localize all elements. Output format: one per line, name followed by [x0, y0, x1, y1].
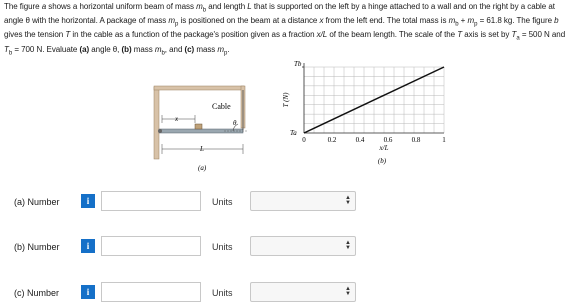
- y-tick-label-ta: Ta: [290, 129, 297, 137]
- problem-statement: The figure a shows a horizontal uniform beam of mass $m_b$ and length L that is supported on the left by a hinge attached to a wall and on the right by a cable at angle θ with the horizontal. A package of mass $m_p$ is positioned on the beam at a distance x from the left end. The total mass is $m_b + m_p = 61.8$ kg. The figure b gives the tension T in the cable as a function of the package's position given as a fraction x/L of the beam length. The scale of the T axis is set by $T_a = 500$ N and $T_b = 700$ N. Evaluate (a) angle θ, (b) mass $m_b$, and (c) mass $m_p$.: [4, 2, 566, 57]
- x-tick-label: 1: [442, 136, 446, 144]
- answer-a-label: (a) Number: [14, 197, 60, 207]
- y-axis-label: T (N): [282, 92, 290, 108]
- answer-a-number-input[interactable]: [101, 191, 201, 211]
- units-c-select[interactable]: [250, 282, 356, 302]
- units-a-select[interactable]: [250, 191, 356, 211]
- units-b-select[interactable]: [250, 236, 356, 256]
- L-label: L: [200, 145, 204, 153]
- select-chevron-icon: ▲ ▼: [345, 286, 351, 297]
- info-icon[interactable]: i: [81, 194, 95, 208]
- cable-label: Cable: [212, 102, 231, 111]
- answer-c-label: (c) Number: [14, 288, 60, 298]
- answer-row-c: [0, 282, 576, 306]
- figure-b-caption: (b): [377, 157, 387, 165]
- info-icon[interactable]: i: [81, 285, 95, 299]
- x-tick-label: 0.2: [327, 136, 337, 144]
- select-chevron-icon: ▲ ▼: [345, 240, 351, 251]
- x-tick-label: 0.6: [383, 136, 393, 144]
- answer-row-a: [0, 191, 576, 215]
- answer-b-label: (b) Number: [14, 242, 60, 252]
- info-icon[interactable]: i: [81, 239, 95, 253]
- theta-label: θ: [233, 119, 237, 127]
- x-tick-label: 0.8: [411, 136, 421, 144]
- units-c-label: Units: [212, 288, 233, 298]
- units-b-label: Units: [212, 242, 233, 252]
- figure-a-caption: (a): [198, 164, 207, 172]
- x-axis-label: x/L: [379, 144, 389, 152]
- units-a-label: Units: [212, 197, 233, 207]
- y-tick-label-tb: Tb: [294, 60, 302, 68]
- x-tick-label: 0.4: [355, 136, 365, 144]
- answer-b-number-input[interactable]: [101, 236, 201, 256]
- answer-row-b: [0, 236, 576, 260]
- select-chevron-icon: ▲ ▼: [345, 195, 351, 206]
- x-label: x: [175, 115, 179, 123]
- x-tick-label: 0: [302, 136, 306, 144]
- answer-c-number-input[interactable]: [101, 282, 201, 302]
